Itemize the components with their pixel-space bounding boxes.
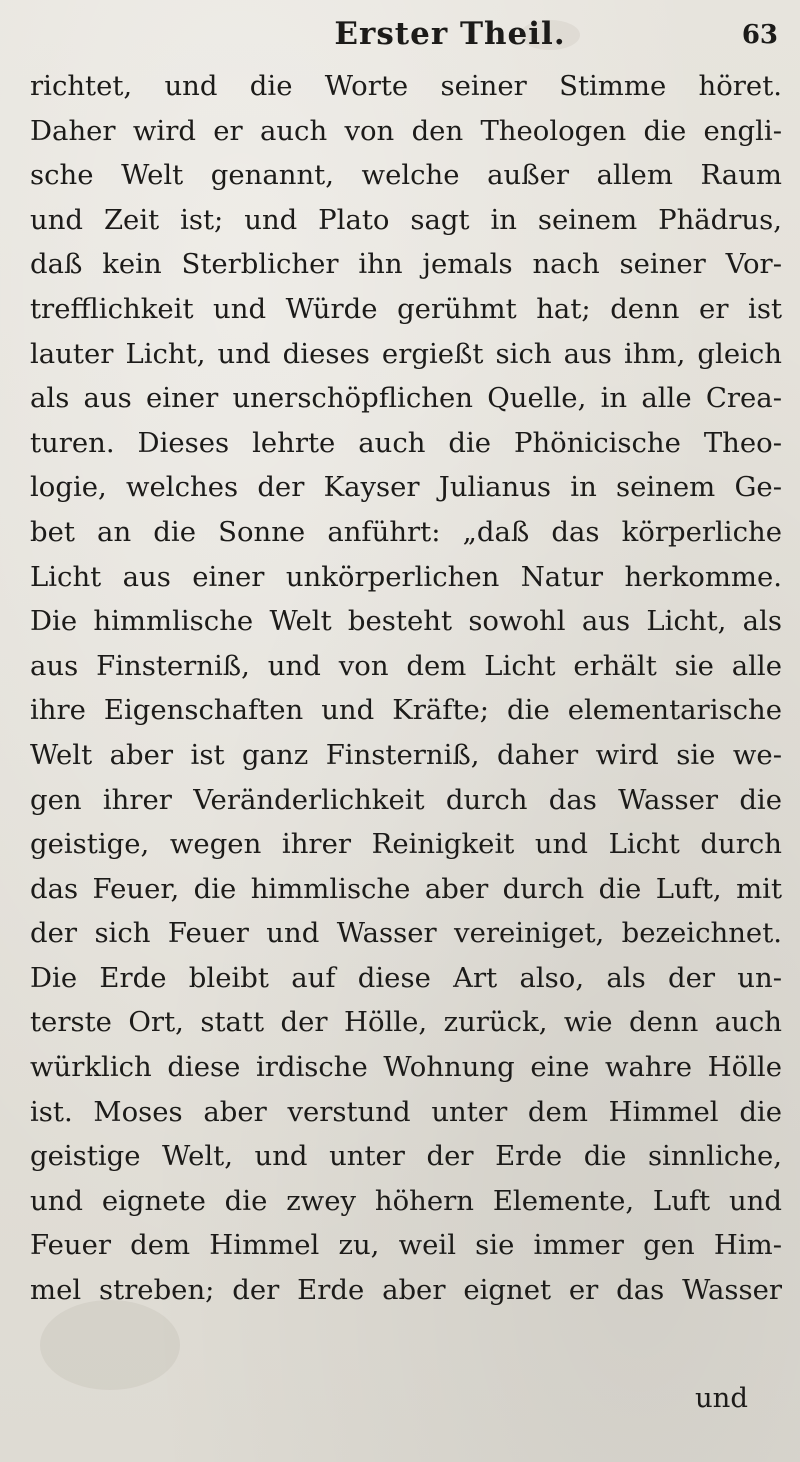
text-line: richtet, und die Worte seiner Stimme höret. [30, 70, 782, 102]
page-number: 63 [741, 20, 778, 50]
text-line: ist. Moses aber verstund unter dem Himmel die [30, 1095, 782, 1128]
text-line: Licht aus einer unkörperlichen Natur herkomme. [30, 560, 782, 593]
text-line: geistige, wegen ihrer Reinigkeit und Licht durch [30, 828, 782, 861]
running-head: Erster Theil. [334, 16, 566, 52]
text-line: logie, welches der Kayser Julianus in seinem Ge- [30, 471, 782, 504]
text-line: daß kein Sterblicher ihn jemals nach seiner Vor- [30, 248, 782, 281]
text-line: lauter Licht, und dieses ergießt sich aus ihm, gleich [30, 337, 782, 370]
text-line: als aus einer unerschöpflichen Quelle, in alle Crea- [30, 382, 782, 415]
text-line: Daher wird er auch von den Theologen die engli- [30, 114, 782, 147]
text-line: das Feuer, die himmlische aber durch die Luft, mit [30, 872, 782, 905]
text-line: trefflichkeit und Würde gerühmt hat; denn er ist [30, 292, 782, 325]
text-line: würklich diese irdische Wohnung eine wahre Hölle [30, 1051, 782, 1084]
text-line: Die Erde bleibt auf diese Art also, als der un- [30, 961, 782, 994]
text-line: Die himmlische Welt besteht sowohl aus Licht, als [30, 605, 782, 638]
text-line: turen. Dieses lehrte auch die Phönicische Theo- [30, 426, 782, 459]
text-line: Feuer dem Himmel zu, weil sie immer gen Him- [30, 1229, 782, 1262]
text-line: und Zeit ist; und Plato sagt in seinem Phädrus, [30, 203, 782, 236]
text-line: bet an die Sonne anführt: „daß das körperliche [30, 515, 782, 548]
text-line: der sich Feuer und Wasser vereiniget, bezeichnet. [30, 917, 782, 950]
catchword: und [694, 1382, 748, 1414]
text-line: geistige Welt, und unter der Erde die sinnliche, [30, 1140, 782, 1173]
body-text [30, 64, 782, 1313]
text-line: und eignete die zwey höhern Elemente, Luft und [30, 1184, 782, 1217]
text-line: sche Welt genannt, welche außer allem Raum [30, 159, 782, 192]
text-line: gen ihrer Veränderlichkeit durch das Wasser die [30, 783, 782, 816]
paper-stain [40, 1300, 180, 1390]
text-line: ihre Eigenschaften und Kräfte; die elementarische [30, 694, 782, 727]
text-line: mel streben; der Erde aber eignet er das Wasser [30, 1274, 782, 1307]
text-line: Welt aber ist ganz Finsterniß, daher wird sie we- [30, 738, 782, 771]
text-line: aus Finsterniß, und von dem Licht erhält sie alle [30, 649, 782, 682]
text-line: terste Ort, statt der Hölle, zurück, wie denn auch [30, 1006, 782, 1039]
page-header [0, 14, 800, 54]
